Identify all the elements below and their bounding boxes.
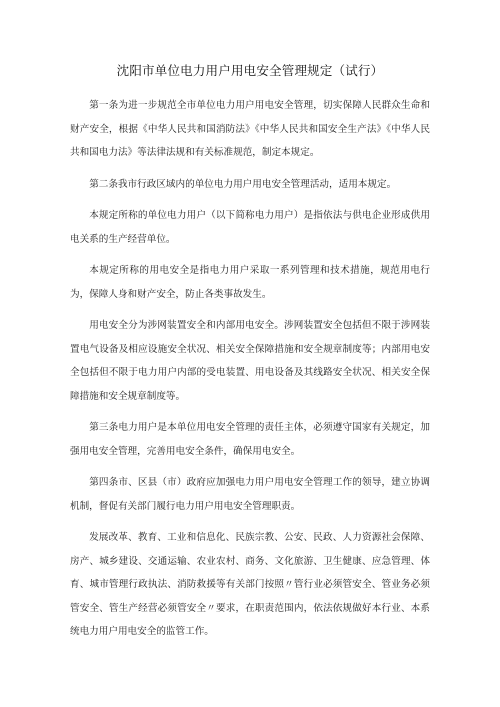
paragraph-departments: 发展改革、教育、工业和信息化、民族宗教、公安、民政、人力资源社会保障、房产、城乡建设、交通运输、农业农村、商务、文化旅游、卫生健康、应急管理、体育、城市管理行政执法、消防救援等有关部门按照〃管行业必须管安全、管业务必须管安全、管生产经营必须管安全〃要求，在职责范围内，依法依规做好本行业、本系统电力用户用电安全的监管工作。 <box>70 532 430 637</box>
paragraph-article-2: 第二条我市行政区域内的单位电力用户用电安全管理活动，适用本规定。 <box>89 178 397 190</box>
paragraph-safety-definition: 本规定所称的用电安全是指电力用户采取一系列管理和技术措施，规范用电行为，保障人身和财产安全，防止各类事故发生。 <box>70 265 430 300</box>
paragraph-article-1: 第一条为进一步规范全市单位电力用户用电安全管理，切实保障人民群众生命和财产安全，根据《中华人民共和国消防法》《中华人民共和国安全生产法》《中华人民共和国电力法》等法律法规和有关标准规范，制定本规定。 <box>70 100 430 158</box>
paragraph-safety-categories: 用电安全分为涉网装置安全和内部用电安全。涉网装置安全包括但不限于涉网装置电气设备及相应设施安全状况、相关安全保障措施和安全规章制度等；内部用电安全包括但不限于电力用户内部的受电装置、用电设备及其线路安全状况、相关安全保障措施和安全规章制度等。 <box>70 320 430 402</box>
paragraph-article-3: 第三条电力用户是本单位用电安全管理的责任主体，必须遵守国家有关规定，加强用电安全管理，完善用电安全条件，确保用电安全。 <box>70 422 430 457</box>
document-title: 沈阳市单位电力用户用电安全管理规定（试行） <box>116 63 384 78</box>
paragraph-user-definition: 本规定所称的单位电力用户（以下简称电力用户）是指依法与供电企业形成供用电关系的生产经营单位。 <box>70 210 430 245</box>
paragraph-article-4: 第四条市、区县（市）政府应加强电力用户用电安全管理工作的领导，建立协调机制，督促有关部门履行电力用户用电安全管理职责。 <box>70 477 430 512</box>
